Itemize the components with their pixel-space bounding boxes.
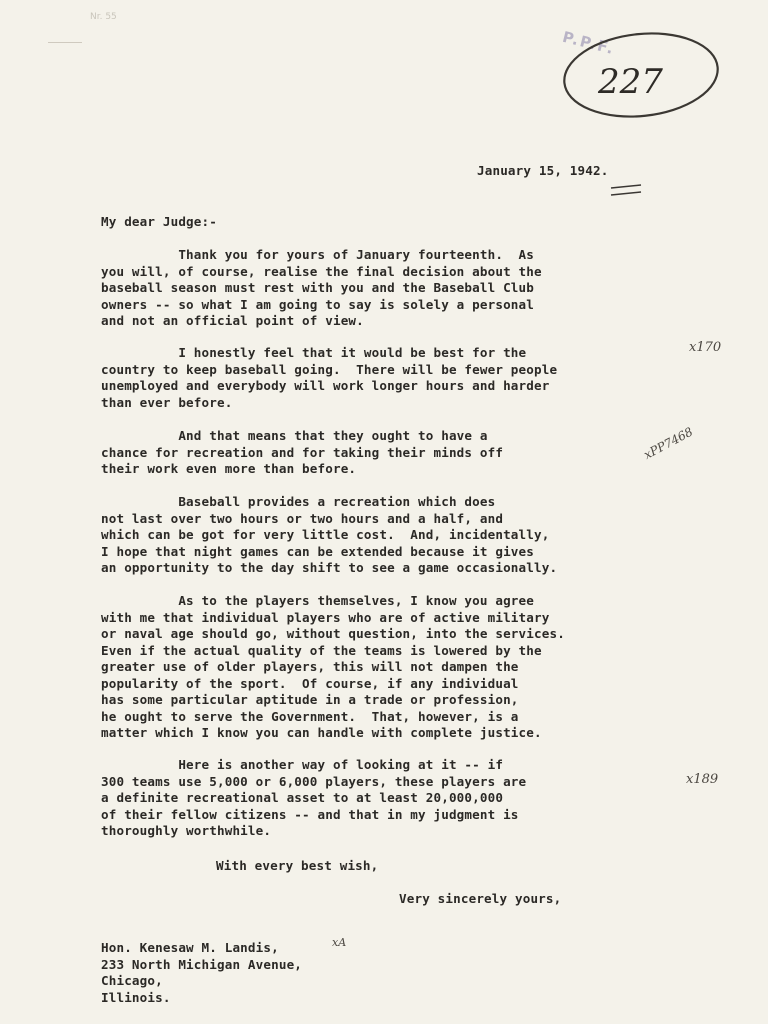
recipient-address [101, 940, 302, 1006]
paragraph-4 [101, 494, 681, 577]
file-number: 227 [598, 62, 663, 102]
paragraph-line: he ought to serve the Government. That, however, is a [101, 708, 519, 724]
paragraph-line: baseball season must rest with you and the Baseball Club [101, 280, 534, 295]
paragraph-line: popularity of the sport. Of course, if any individual [101, 675, 519, 691]
corner-mark [48, 42, 82, 43]
paragraph-5 [101, 593, 681, 742]
date-underline-marks [609, 183, 643, 199]
address-line-2: 233 North Michigan Avenue, [101, 956, 303, 972]
paragraph-line: of their fellow citizens -- and that in my judgment is [101, 806, 519, 822]
salutation: My dear Judge:- [101, 214, 217, 229]
paragraph-line: greater use of older players, this will not dampen the [101, 659, 519, 674]
margin-note-4: xA [332, 936, 347, 949]
corner-note: Nr. 55 [90, 12, 117, 22]
closing-wish: With every best wish, [216, 858, 379, 873]
paragraph-line: And that means that they ought to have a [101, 428, 488, 443]
address-line-3: Chicago, [101, 973, 163, 988]
paragraph-6 [101, 757, 681, 840]
paragraph-line: chance for recreation and for taking their minds off [101, 444, 504, 460]
paragraph-line: which can be got for very little cost. And, incidentally, [101, 527, 550, 542]
paragraph-2 [101, 345, 681, 411]
paragraph-line: Baseball provides a recreation which does [101, 494, 496, 509]
paragraph-line: Even if the actual quality of the teams is lowered by the [101, 642, 542, 658]
paragraph-line: matter which I know you can handle with complete justice. [101, 725, 542, 740]
paragraph-line: and not an official point of view. [101, 313, 364, 328]
paragraph-line: their work even more than before. [101, 461, 357, 476]
address-line-1: Hon. Kenesaw M. Landis, [101, 940, 279, 955]
paragraph-line: Here is another way of looking at it -- if [101, 757, 504, 772]
paragraph-line: or naval age should go, without question, into the services. [101, 626, 565, 641]
paragraph-line: 300 teams use 5,000 or 6,000 players, these players are [101, 773, 527, 789]
paragraph-line: unemployed and everybody will work longer hours and harder [101, 378, 550, 393]
paragraph-line: a definite recreational asset to at least 20,000,000 [101, 790, 504, 805]
file-stamp: P.P.F. [560, 27, 618, 59]
paragraph-line: thoroughly worthwhile. [101, 823, 272, 838]
paragraph-line: with me that individual players who are of active military [101, 609, 550, 625]
paragraph-line: owners -- so what I am going to say is solely a personal [101, 296, 534, 312]
sign-off: Very sincerely yours, [399, 891, 562, 906]
address-line-4: Illinois. [101, 989, 171, 1005]
letter-date: January 15, 1942. [477, 163, 609, 178]
paragraph-line: has some particular aptitude in a trade or profession, [101, 692, 519, 707]
paragraph-line: than ever before. [101, 394, 233, 410]
margin-note-1: x170 [689, 340, 722, 355]
paragraph-line: an opportunity to the day shift to see a game occasionally. [101, 560, 558, 575]
paragraph-1 [101, 247, 681, 330]
paragraph-line: I hope that night games can be extended because it gives [101, 543, 534, 559]
paragraph-line: Thank you for yours of January fourteenth. As [101, 247, 534, 262]
margin-note-3: x189 [686, 772, 719, 787]
paragraph-line: country to keep baseball going. There will be fewer people [101, 361, 558, 377]
paragraph-line: I honestly feel that it would be best for the [101, 345, 527, 360]
paragraph-line: not last over two hours or two hours and a half, and [101, 510, 504, 526]
paragraph-line: you will, of course, realise the final decision about the [101, 263, 542, 279]
paragraph-line: As to the players themselves, I know you agree [101, 593, 534, 608]
margin-note-2: xPP7468 [641, 424, 696, 462]
paragraph-3 [101, 428, 681, 478]
